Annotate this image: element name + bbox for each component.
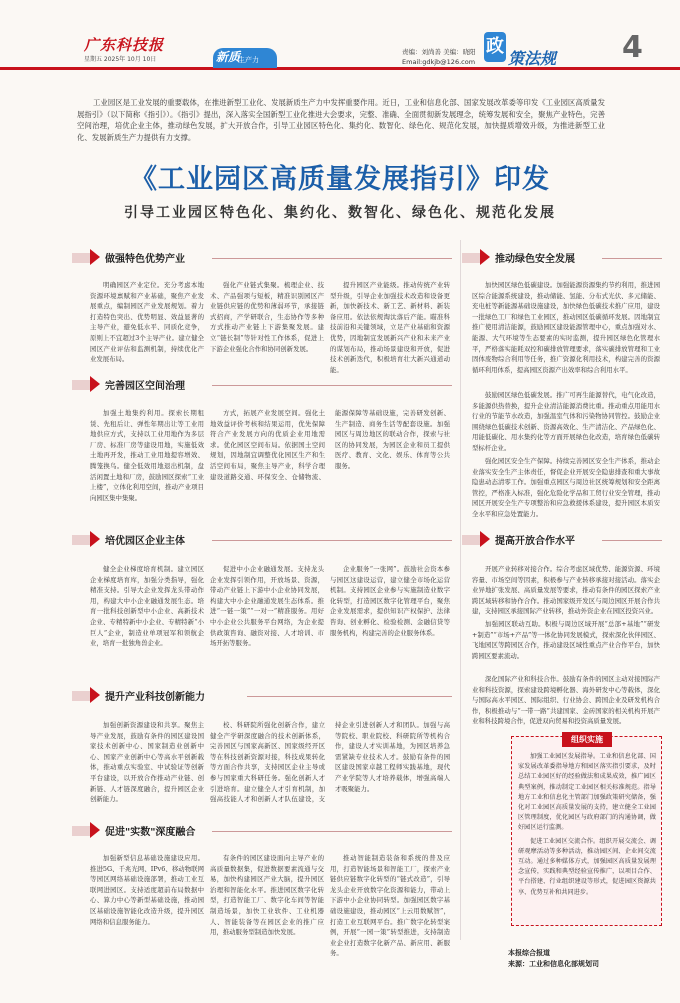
article-text: 开展产业转移对接合作。综合考虑区域优势、能源资源、环境容量、市场空间等因素，积极参与产业转移承接对接活动。落实企业异地扩张发展、高质量发展等要求，推动有条件的园区探索产业跨区域转移和协作合作。推动国家级开发区与周边园区开展合作共建，支持园区承接国际产业转移，推动外资企业在园区投资兴业。 — [472, 565, 660, 616]
newspaper-logo: 广东科技报 — [84, 36, 165, 54]
implementation-box — [511, 736, 662, 926]
section-heading: 提高开放合作水平 — [462, 527, 662, 553]
article-text: 加强创新资源建设和共享。聚焦主导产业发展，鼓励有条件的园区建设国家技术创新中心、国家制造业创新中心、国家产业创新中心等高水平创新载体，推动重点实验室、中试验证等创新平台建设，以开放合作推动产业链、创新链、人才链深度融合，提升园区企业创新能力。 — [90, 721, 204, 804]
section-big: 政 — [484, 32, 506, 62]
editor-names: 责编：刘尚善 美编：晓阳 — [402, 48, 476, 56]
section-heading: 促进"实数"深度融合 — [72, 818, 452, 844]
arrow-icon — [90, 249, 100, 265]
arrow-icon — [480, 531, 490, 547]
topic-big: 新质 — [216, 50, 241, 64]
article-text: 健全企业梯度培育机制。建立园区企业梯度培育库，加强分类指导，强化精准支持。引导大企业发挥龙头带动作用，构建大中小企业融通发展生态。培育一批科技创新型中小企业、高新技术企业、专精特新中小企业、专精特新“小巨人”企业，制造业单项冠军和领航企业，培育一批独角兽企业。 — [90, 565, 204, 648]
article-text: 有条件的园区建设面向主导产业的高质量数据集，促进数据要素流通与交易，加快构建园区产业大脑，提升园区治理和智能化水平。推进园区数字化转型，打造智能工厂、数字化车间等智能制造场景，加快工业软件、工业机器人、智能装备等在园区企业的推广应用，推动服务型制造加快发展。 — [210, 854, 324, 937]
topic-tab — [213, 48, 277, 68]
masthead — [0, 0, 680, 70]
article-text: 深化国际产业和科技合作。鼓励有条件的园区主动对接国际产业和科技资源，探索建设跨境孵化器、海外研发中心等载体，深化与国际高水平园区、国际组织、行业协会、跨国企业及研发机构合作，积极推动与“一带一路”共建国家、金砖国家的相关机构开展产业和科技跨境合作，促进双向贸易和投资高质量发展。 — [472, 675, 660, 726]
section-heading: 提升产业科技创新能力 — [72, 683, 452, 709]
article-text: 鼓励园区绿色低碳发展。推广可再生能源替代，电气化改造，多能源供热替换，提升企业清洁能源消费比重。推动重点用能用水行业的节能节水改造，加强温室气体和污染物协同管控。鼓励企业围绕绿色低碳技术创新、资源高效化、生产清洁化、产品绿色化、用能低碳化、用水集约化等方面开展绿色化改造，培育绿色低碳转型标杆企业。 — [472, 391, 660, 452]
article-text: 方式，拓展产业发展空间。强化土地效益评价考核和结果运用，优先保障符合产业发展方向的优质企业用地需求。优化园区空间布局。依据国土空间规划，因地制宜调整优化园区生产和生活空间布局，聚焦主导产业，科学合理建设道路交通、环保安全、仓储物流、能源保障等基础设施，完善研发创新、生产制造、商务生活等配套设施。加强园区与周边地区的联动合作，探索与社区的协同发展，为园区企业和员工提供医疗、教育、文化、娱乐、体育等公共服务。 — [210, 409, 450, 481]
article-text: 企业服务“一张网”。鼓励社会资本参与园区这建设运营，建立健全市场化运营机制。支持园区企业参与实施制造业数字化转型，打造园区数字化管理平台，聚焦企业发展需求，提供知识产权保护、法律咨询、创业孵化、检验检测、金融信贷等服务机构，构建完善的企业服务体系。 — [330, 565, 450, 637]
article-text: 加快园区绿色低碳建设。加强能源资源集约节约利用，推进园区综合能源系统建设，推动储能、氢能、分布式光伏、多元储能、充电桩等新能源基础设施建设，加快绿色低碳技术推广应用，建设一批绿色工厂和绿色工业园区，推动园区低碳循环发展。因地制宜推广使用清洁能源，鼓励园区建设能源管理中心，重点加强对水、能源、大气环境等生态要素的实时监测，提升园区绿色化管理水平，严格落实能耗双控和碳排放管理要求，落实碳排放管理和工业固体废物综合利用等任务，推广资源化利用技术，构建完善的资源循环利用体系，提高园区资源产出效率和综合利用水平。 — [472, 281, 660, 374]
article-text: 加强园区联动互助。积极与周边区域开展“总部+基地”“研发+制造”“市场+产品”等一体化协同发展模式，探索深化伙伴园区、飞地园区等跨园区合作，推动建设区域性重点产业合作平台，加快跨园区要素流动。 — [472, 620, 660, 660]
arrow-icon — [480, 249, 490, 265]
arrow-icon — [90, 531, 100, 547]
page-number: 4 — [622, 30, 643, 65]
section-small: 策法规 — [508, 49, 557, 68]
article-text: 推动智能制造装备和系统的普及应用，打造智能场景和智能工厂，探索产业链供应链数字化转型的“链式改造”，引导龙头企业开放数字化资源和能力，带动上下游中小企业协同转型。加强园区数字基础设施建设，推动园区“上云用数赋智”，打造工业互联网平台。推广数字化转型案例，开展“一园一策”转型推进，支持制造业企业打造数字化新产品、新应用、新服务。 — [330, 854, 450, 958]
section-heading: 做强特色优势产业 — [72, 245, 452, 271]
article-text: 强化产业链式集聚。梳理企业、技术、产品强项与短板，精准识别园区产业链供应链的优势和薄弱环节，承接链式招商，产学研联合，生态协作等多种方式推动产业链上下游集聚发展。建立“链长制”等针对性工作体系，促进上下游企业强化合作和协同创新发展。 — [210, 281, 324, 353]
arrow-icon — [90, 687, 100, 703]
article-text: 促进中小企业融通发展。支持龙头企业发挥引领作用，开放场景、资源，带动产业链上下游中小企业协同发展，构建大中小企业融通发展生态体系。推进“一链一策”“一对一”精准服务。用好中小企业公共服务平台网络，为企业提供政策咨询、融资对接、人才培训、市场开拓等服务。 — [210, 565, 324, 648]
source-credit: 本报综合报道 来源：工业和信息化部规划司 — [508, 949, 599, 968]
box-tag: 组织实施 — [562, 732, 612, 747]
article-text: 明确园区产业定位。充分考虑本地资源环境禀赋和产业基础，聚焦产业发展重点，编制园区产业发展规划。着力打造特色突出、优势明显、效益显著的主导产业，避免低水平、同质化竞争，原则上不宜超过3个主导产业。建立健全园区产业评估和监测机制，持续优化产业发展布局。 — [90, 281, 204, 364]
headline: 《工业园区高质量发展指引》印发 — [130, 164, 550, 195]
article-text: 强化园区安全生产保障。持续完善园区安全生产体系，推动企业落实安全生产主体责任，督促企业开展安全隐患排查和重大事故隐患动态清零工作。加强重点园区与周边社区统筹规划和安全距离管控，严格准入标准，强化危险化学品和工贸行业安全管理，推动园区开展安全生产专项整治和应急救援体系建设，提升园区本质安全水平和应急处置能力。 — [472, 457, 660, 518]
arrow-icon — [90, 376, 100, 392]
topic-small: 生产力 — [238, 56, 259, 64]
section-heading: 培优园区企业主体 — [72, 527, 452, 553]
arrow-icon — [90, 822, 100, 838]
issue-date: 星期五 2025年 10月 10日 — [84, 56, 157, 63]
subheadline: 引导工业园区特色化、集约化、数智化、绿色化、规范化发展 — [124, 205, 556, 221]
article-text: 加强新型信息基础设施建设应用。推进5G、千兆光网、IPv6、移动物联网等园区网络基础设施部署，推动工业互联网进园区。支持适度超前布局数据中心、算力中心等新型基础设施，推动园区基础设施智能化改造升级，提升园区网络和信息服务能力。 — [90, 854, 204, 926]
editor-email: Email:gdkjb@126.com — [402, 58, 476, 66]
column-divider — [460, 240, 461, 940]
box-text: 加强工业园区发展指导。工业和信息化部、国家发展改革委指导地方和园区落实指引要求，及时总结工业园区好的经验做法和成果成效，推广园区典型案例，推动制定工业园区相关标准规范。指导地方工业和信息化主管部门加强政策研究储备，强化对工业园区高质量发展的支持，建立健全工业园区管理制度，优化园区与政府部门的沟通协调，做好园区运行监测。 促进工业园区交流合作。组织开展交流会、调研观摩活动等多种活动，推动园区间、企业间交流互动。通过多种媒体方式，加强园区高质量发展理念宣传，实践和典型经验宣传推广，以项目合作、平台搭建、行业组织建设等形式，促进园区资源共享、优势互补和共同进步。 — [518, 753, 656, 896]
section-heading: 推动绿色安全发展 — [462, 245, 662, 271]
article-text: 提升园区产业能级。推动传统产业转型升级，引导企业加强技术改造和设备更新，加快新技术、新工艺、新材料、新装备应用。依法依规淘汰落后产能。瞄准科技前沿和关键领域，立足产业基础和资源优势，因地制宜发展新兴产业和未来产业的谋划布局，推动场景建设和开放，促进技术创新迭代，积极培育壮大新兴通道动能。 — [330, 281, 450, 374]
article-text: 加强土地集约利用。探索长期租赁、先租后让、弹性年期出让等工业用地供应方式，支持以工业用地作为多层厂房、标准厂房等建设用地，实施低效土地再开发，推动工业用地提容增效、腾笼换鸟。健全低效用地退出机制，盘活闲置土地和厂房，鼓励园区探索“工业上楼”，立体化利用空间，推动产业项目向园区集中集聚。 — [90, 409, 204, 502]
section-label — [484, 32, 586, 68]
article-text: 校、科研院所强化创新合作，建立健全产学研深度融合的技术创新体系，完善园区与国家高新区、国家级经开区等在科技创新资源对接，科技成果转化等方面合作共享，支持园区企业主导或参与国家重大科研任务。强化创新人才引进培育。建立健全人才引育机制，加强高技能人才和创新人才队伍建设，支持企业引进创新人才和团队。加强与高等院校、职业院校、科研院所等机构合作，建设人才实训基地，为园区培养急需紧缺专业技术人才。鼓励有条件的园区建设国家卓越工程师实践基地，现代产业学院等人才培养载体，增强高端人才吸聚能力。 — [210, 721, 450, 804]
editor-info — [402, 47, 476, 67]
section-heading: 完善园区空间治理 — [72, 372, 452, 398]
intro-paragraph: 工业园区是工业发展的重要载体，在推进新型工业化、发展新质生产力中发挥重要作用。近日，工业和信息化部、国家发展改革委等印发《工业园区高质量发展指引》（以下简称《指引》）。《指引》提出，深入落实全国新型工业化推进大会要求，完整、准确、全面贯彻新发展理念，统筹发展和安全，聚焦产业特色，完善空间治理，培优企业主体，推动绿色发展，扩大开放合作，引导工业园区特色化、集约化、数智化、绿色化、规范化发展，加快提质增效升级，为推进新型工业化、发展新质生产力提供有力支撑。 — [77, 98, 605, 142]
